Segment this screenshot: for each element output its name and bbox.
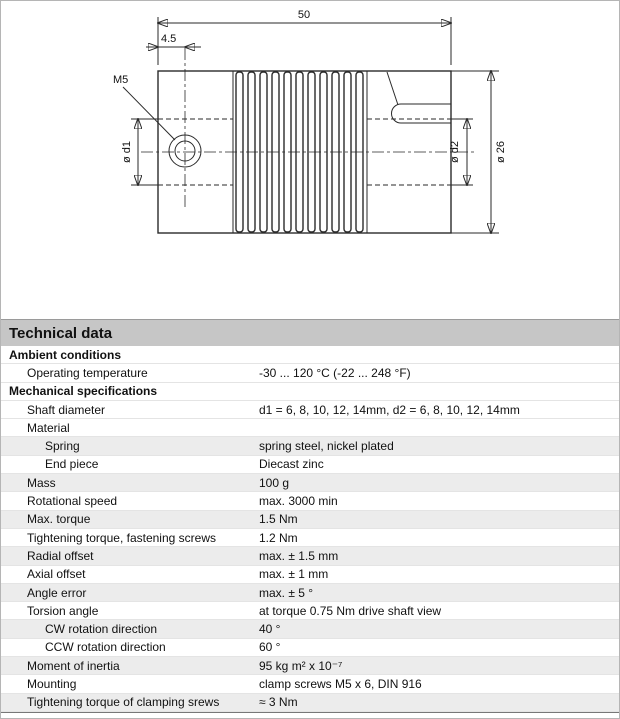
table-row [1,694,619,712]
table-row [1,675,619,693]
table-row [1,657,619,675]
row-label: Radial offset [27,548,94,563]
row-value: at torque 0.75 Nm drive shaft view [259,603,442,618]
row-value: max. ± 5 ° [259,585,314,600]
row-value: 95 kg m² x 10⁻⁷ [259,658,343,673]
technical-drawing [1,1,619,317]
coupling-drawing-svg [1,1,619,317]
technical-data-section [1,319,619,713]
row-label: Moment of inertia [27,658,120,673]
row-label: Mass [27,475,56,490]
table-row [1,456,619,474]
row-label: Ambient conditions [9,347,121,362]
technical-data-header [1,319,619,346]
row-value: 1.2 Nm [259,530,298,545]
table-row [1,639,619,657]
table-row [1,383,619,401]
thread-label: M5 [113,74,129,86]
dim-outer-label: ø 26 [495,140,507,164]
row-value: 100 g [259,475,290,490]
row-label: End piece [45,457,99,472]
row-value: Diecast zinc [259,457,324,472]
dim-d2-label: ø d2 [449,140,461,164]
row-label: Max. torque [27,512,91,527]
row-label: Angle error [27,585,87,600]
table-row [1,474,619,492]
table-row [1,566,619,584]
table-row [1,346,619,364]
table-row [1,492,619,510]
table-row [1,364,619,382]
row-value: max. 3000 min [259,494,338,509]
row-value: 60 ° [259,640,281,655]
row-label: Spring [45,439,80,454]
row-label: Torsion angle [27,603,99,618]
row-value: ≈ 3 Nm [259,695,298,710]
row-value: d1 = 6, 8, 10, 12, 14mm, d2 = 6, 8, 10, 12, 14mm [259,402,520,417]
row-value: clamp screws M5 x 6, DIN 916 [259,676,422,691]
row-label: Tightening torque of clamping srews [27,695,220,710]
dimension-length [158,9,451,65]
table-row [1,620,619,638]
dim-d1-label: ø d1 [121,140,133,164]
row-label: Shaft diameter [27,402,106,417]
row-value: 40 ° [259,622,281,637]
row-label: Material [27,420,70,435]
row-value: max. ± 1.5 mm [259,548,339,563]
row-value: 1.5 Nm [259,512,298,527]
technical-data-rows [1,346,619,713]
row-label: CCW rotation direction [45,640,166,655]
table-row [1,602,619,620]
table-row [1,584,619,602]
thread-callout [113,74,175,140]
row-label: Rotational speed [27,494,118,509]
row-label: Axial offset [27,567,86,582]
table-row [1,401,619,419]
row-value: max. ± 1 mm [259,567,329,582]
dim-offset-label: 4.5 [161,33,177,45]
technical-data-title: Technical data [9,324,113,342]
table-row [1,529,619,547]
table-row [1,419,619,437]
row-label: Tightening torque, fastening screws [27,530,216,545]
table-row [1,511,619,529]
row-label: Operating temperature [27,365,148,380]
dimension-offset [146,33,201,47]
row-label: Mechanical specifications [9,384,158,399]
dim-length-label: 50 [297,9,311,21]
row-value: spring steel, nickel plated [259,439,394,454]
row-value: -30 ... 120 °C (-22 ... 248 °F) [259,365,411,380]
table-row [1,437,619,455]
row-label: Mounting [27,676,77,691]
row-label: CW rotation direction [45,622,158,637]
table-row [1,547,619,565]
